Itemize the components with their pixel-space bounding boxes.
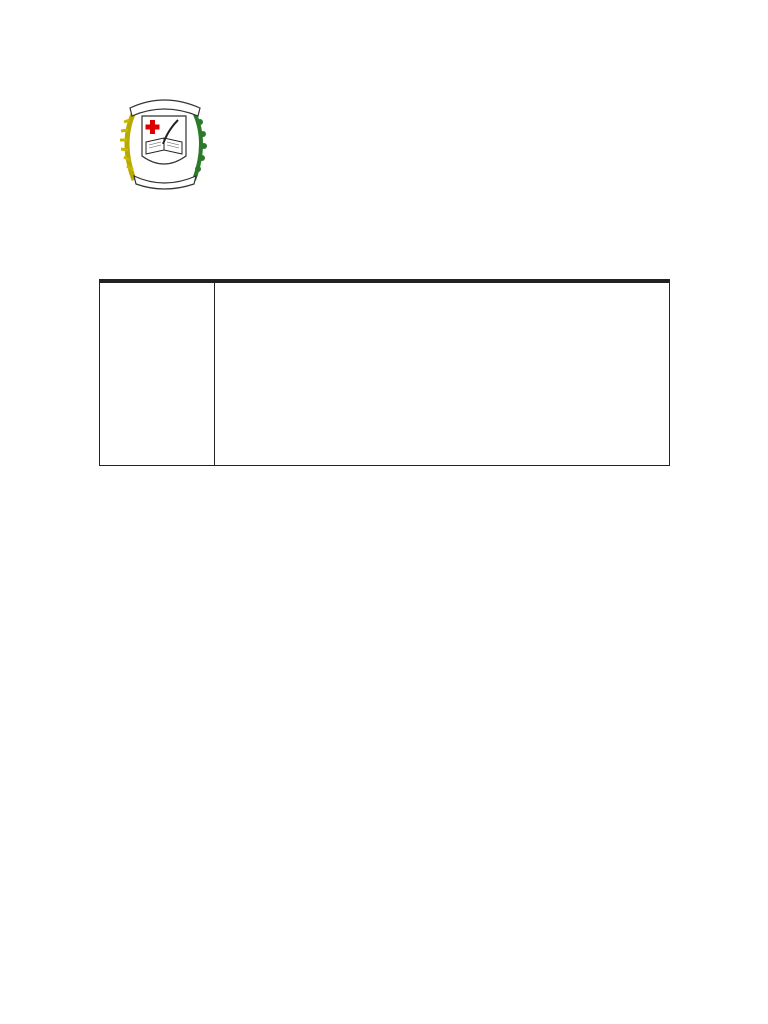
sesi1-step-2	[221, 391, 665, 409]
procedure-table	[99, 279, 670, 466]
prosedur-content	[215, 283, 670, 466]
sesi1-step-4	[221, 427, 665, 445]
spacer	[221, 337, 665, 355]
spacer	[221, 355, 665, 373]
prosedur-label	[100, 283, 215, 466]
persiapan-item-1	[221, 283, 665, 301]
rice-wreath-icon	[120, 112, 134, 180]
persiapan-item-3	[221, 319, 665, 337]
sesi1-subitem-a	[221, 445, 665, 463]
sesi1-step-3	[221, 409, 665, 427]
persiapan-item-2	[221, 301, 665, 319]
sesi1-step-1	[221, 373, 665, 391]
cotton-wreath-icon	[194, 112, 207, 180]
stikes-logo	[116, 92, 212, 192]
row-prosedur	[100, 283, 670, 466]
